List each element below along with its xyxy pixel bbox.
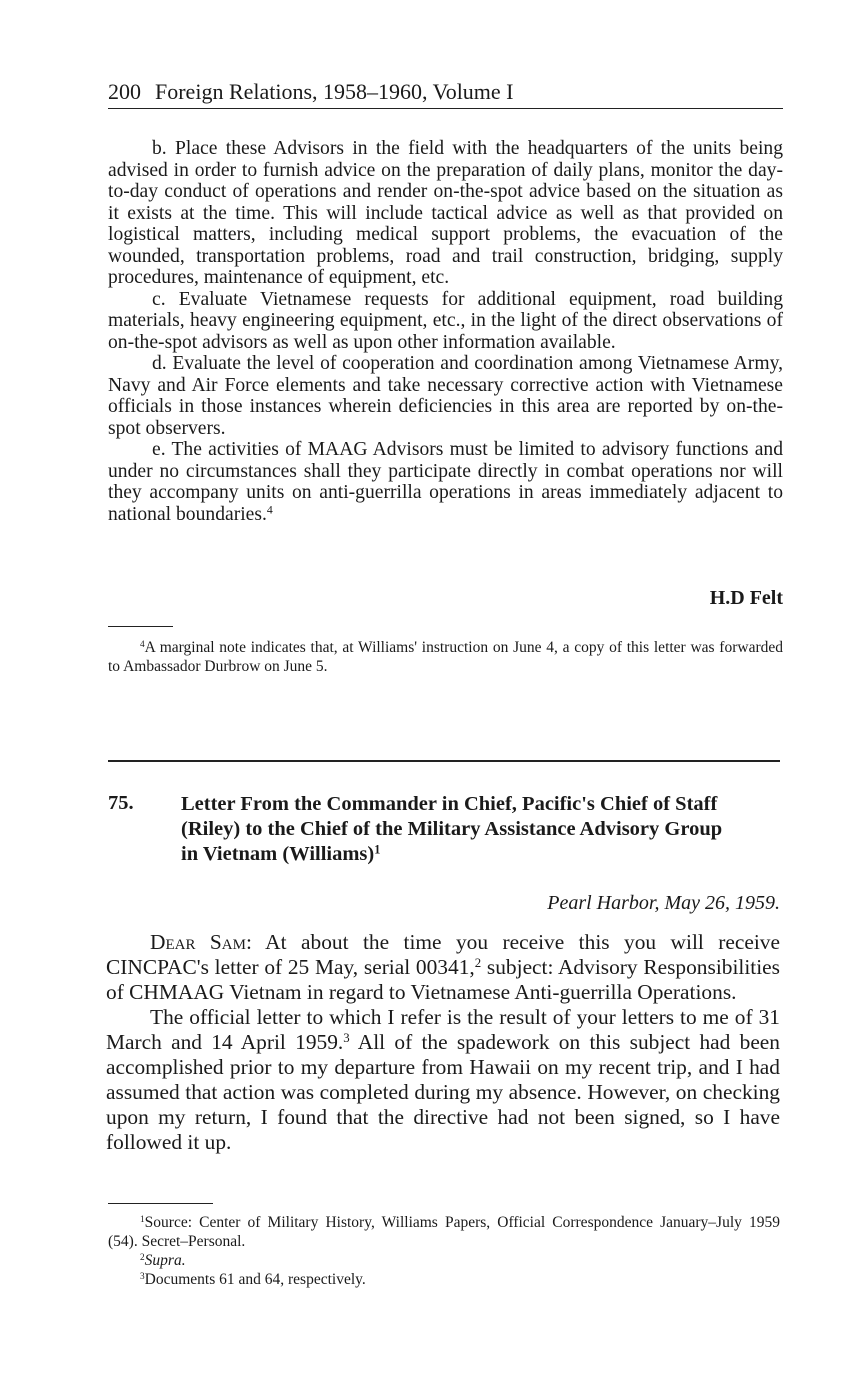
footnote-2: [108, 1251, 780, 1270]
footnote-marker: 4: [140, 639, 145, 650]
footnote-ref-3: 3: [343, 1030, 350, 1045]
letter-paragraph-2: [106, 1005, 780, 1155]
p2-text-a: The official letter to which I refer is the result of your letters to me of 31 March and 14 April 1959.: [106, 1005, 780, 1054]
footnote-ref-1: 1: [374, 842, 381, 857]
footnote-4: [108, 638, 783, 676]
footnote-text: Source: Center of Military History, Williams Papers, Official Correspondence January–July 1959 (54). Secret–Personal.: [108, 1214, 780, 1250]
signature: H.D Felt: [709, 587, 783, 609]
footnote-ref-4: 4: [266, 503, 273, 517]
footnote-marker: 3: [140, 1271, 145, 1282]
running-header: [108, 78, 783, 109]
volume-title: Foreign Relations, 1958–1960, Volume I: [155, 79, 514, 104]
paragraph-e-text: e. The activities of MAAG Advisors must be limited to advisory functions and under no circumstances shall they participate directly in combat operations nor will they accompany units on anti-guerrilla operations in areas immediately adjacent to national boundaries.: [108, 439, 783, 525]
footnote-marker: 2: [140, 1252, 145, 1263]
document-title-text: Letter From the Commander in Chief, Pacific's Chief of Staff (Riley) to the Chief of the Military Assistance Advisory Group in Vietnam (Williams): [181, 793, 723, 865]
paragraph-d: d. Evaluate the level of cooperation and coordination among Vietnamese Army, Navy and Air Force elements and take necessary corrective action with Vietnamese officials in those instances wherein deficiencies in this area are reported by on-the-spot observers.: [108, 353, 783, 439]
footnote-divider: [108, 626, 173, 627]
footnote-section-1: [108, 638, 783, 676]
footnote-text: A marginal note indicates that, at Williams' instruction on June 4, a copy of this letter was forwarded to Ambassador Durbrow on June 5.: [108, 639, 783, 675]
page-number: 200: [108, 79, 141, 104]
footnote-ref-2: 2: [474, 955, 482, 970]
paragraph-e: [108, 439, 783, 525]
p1-text-a: At about the time you receive this you will receive CINCPAC's letter of 25 May, serial 00341,: [106, 930, 781, 979]
letter-body: [106, 930, 780, 1155]
p2-text-b: All of the spadework on this subject had been accomplished prior to my departure from Hawaii on my recent trip, and I had assumed that action was completed during my absence. However, on checking upon my return, I found that the directive had not been signed, so I have followed it up.: [106, 1030, 780, 1154]
footnote-text: Supra.: [144, 1252, 186, 1269]
place-date: Pearl Harbor, May 26, 1959.: [547, 892, 780, 914]
document-number: 75.: [108, 792, 134, 814]
section-divider: [108, 760, 780, 762]
paragraph-b: b. Place these Advisors in the field with the headquarters of the units being advised in order to furnish advice on the preparation of daily plans, monitor the day-to-day conduct of operations and render on-the-spot advice based on the situation as it exists at the time. This will include tactical advice as well as that provided on logistical matters, including medical support problems, the evacuation of the wounded, transportation problems, road and trail construction, bridging, supply procedures, maintenance of equipment, etc.: [108, 138, 783, 288]
footnote-divider-2: [108, 1203, 213, 1204]
document-title: [181, 792, 741, 867]
p1-text-b: subject: Advisory Responsibilities of CHMAAG Vietnam in regard to Vietnamese Anti-guerrilla Operations.: [106, 955, 780, 1004]
footnote-text: Documents 61 and 64, respectively.: [144, 1271, 366, 1288]
footnote-1: [108, 1213, 780, 1251]
paragraph-c: c. Evaluate Vietnamese requests for additional equipment, road building materials, heavy engineering equipment, etc., in the light of the direct observations of on-the-spot advisors as well as upon other information available.: [108, 288, 783, 353]
letter-paragraph-1: [106, 930, 780, 1005]
salutation: Dear Sam:: [150, 930, 252, 954]
continued-letter-body: [108, 138, 783, 525]
footnote-section-2: [108, 1213, 780, 1289]
footnote-marker: 1: [140, 1214, 145, 1225]
footnote-3: [108, 1270, 780, 1289]
